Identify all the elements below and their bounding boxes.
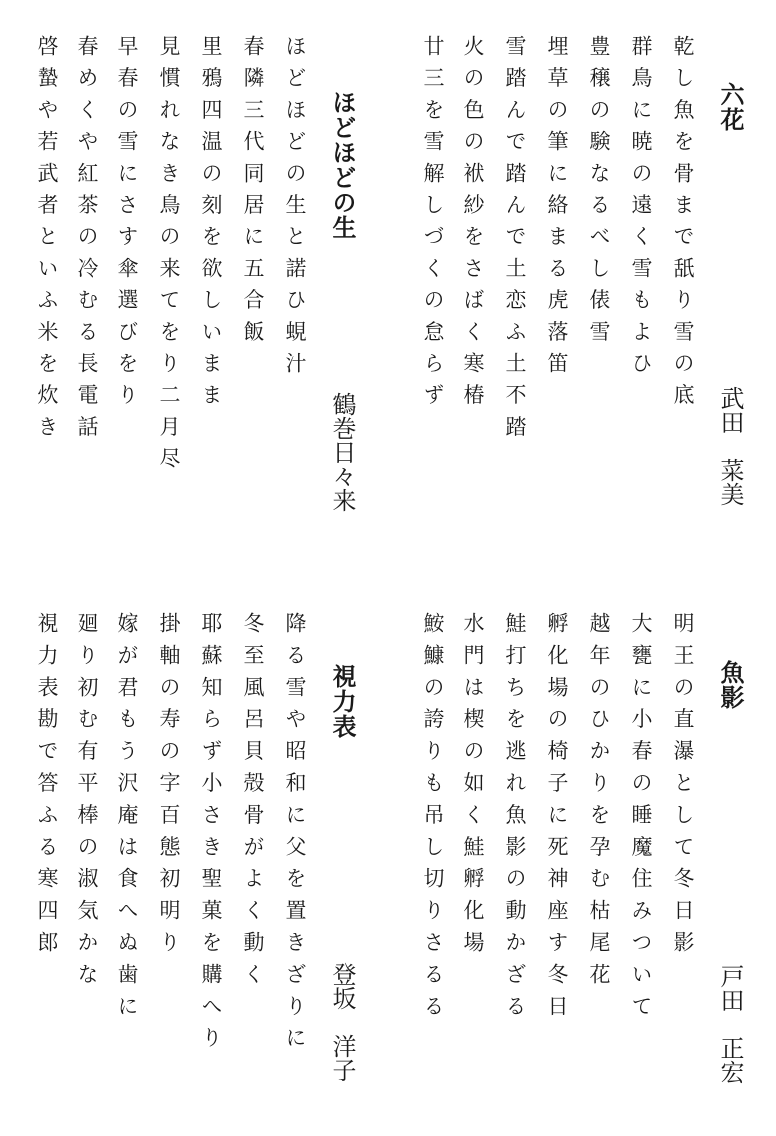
section-author: 武田 菜美 xyxy=(716,386,744,506)
haiku-line: 越年のひかりを孕む枯尾花 xyxy=(587,612,611,995)
haiku-line: 廻り初む有平棒の淑気かな xyxy=(75,612,99,995)
haiku-line: 埋草の筆に絡まる虎落笛 xyxy=(545,35,569,384)
haiku-line: 鮭打ちを逃れ魚影の動かざる xyxy=(503,612,527,1027)
haiku-line: 早春の雪にさす傘選びをり xyxy=(115,35,139,416)
haiku-line: 見慣れなき鳥の来てをり二月尽 xyxy=(157,35,181,479)
haiku-line: 鮟鱇の誇りも吊し切りさるる xyxy=(421,612,445,1027)
haiku-line: 群鳥に暁の遠く雪もよひ xyxy=(629,35,653,384)
haiku-line: 掛軸の寿の字百態初明り xyxy=(157,612,181,963)
section-title: 六花 xyxy=(716,82,745,132)
haiku-line: 乾し魚を骨まで舐り雪の底 xyxy=(671,35,695,416)
haiku-line: 視力表勘で答ふる寒四郎 xyxy=(35,612,59,963)
haiku-line: ほどほどの生と諾ひ蜆汁 xyxy=(283,35,307,384)
section-author: 登坂 洋子 xyxy=(328,962,356,1082)
haiku-line: 春隣三代同居に五合飯 xyxy=(241,35,265,352)
haiku-line: 冬至風呂貝殻骨がよく動く xyxy=(241,612,265,995)
haiku-line: 大甕に小春の睡魔住みついて xyxy=(629,612,653,1027)
haiku-line: 明王の直瀑として冬日影 xyxy=(671,612,695,963)
section-title: 魚影 xyxy=(716,660,745,710)
haiku-line: 啓蟄や若武者といふ米を炊き xyxy=(35,35,59,448)
haiku-line: 春めくや紅茶の冷むる長電話 xyxy=(75,35,99,448)
haiku-line: 水門は楔の如く鮭孵化場 xyxy=(461,612,485,963)
section-author: 戸田 正宏 xyxy=(716,964,744,1084)
haiku-line: 耶蘇知らず小さき聖菓を購へり xyxy=(199,612,223,1059)
haiku-line: 降る雪や昭和に父を置きざりに xyxy=(283,612,307,1059)
section-title: 視力表 xyxy=(328,664,357,739)
section-author: 鶴巻日々来 xyxy=(328,392,356,512)
section-title: ほどほどの生 xyxy=(328,90,357,240)
haiku-line: 廿三を雪解しづくの怠らず xyxy=(421,35,445,416)
haiku-line: 嫁が君もう沢庵は食へぬ歯に xyxy=(115,612,139,1027)
haiku-line: 豊穣の験なるべし俵雪 xyxy=(587,35,611,352)
haiku-line: 孵化場の椅子に死神座す冬日 xyxy=(545,612,569,1027)
haiku-line: 里鴉四温の刻を欲しいまま xyxy=(199,35,223,416)
haiku-line: 雪踏んで踏んで土恋ふ土不踏 xyxy=(503,35,527,448)
haiku-line: 火の色の袱紗をさばく寒椿 xyxy=(461,35,485,416)
